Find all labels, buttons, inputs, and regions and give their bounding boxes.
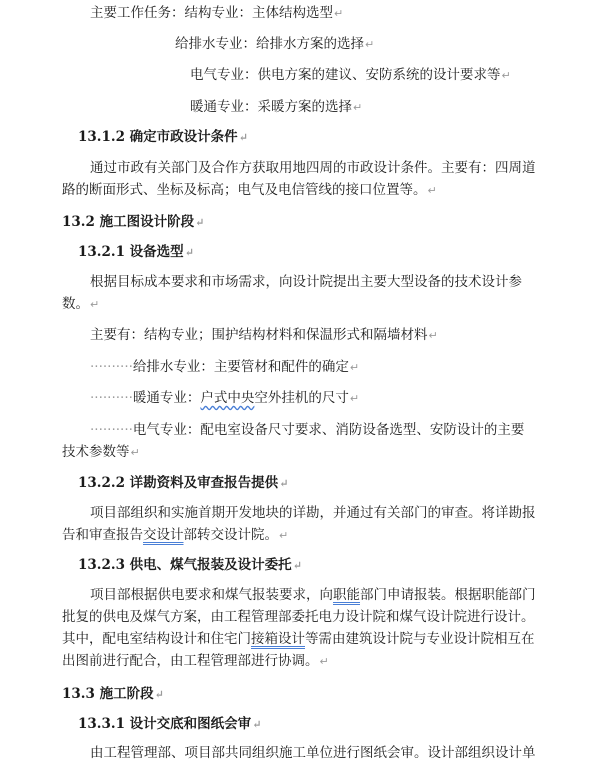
paragraph-mark-icon: ↵: [292, 559, 302, 572]
paragraph-mark-icon: ↵: [279, 477, 289, 490]
paragraph-mark-icon: ↵: [501, 69, 511, 82]
equipment-electrical-line-2: 技术参数等↵: [62, 444, 140, 460]
equipment-plumbing-line: ··········给排水专业：主要管材和配件的确定↵: [90, 359, 360, 375]
paragraph-mark-icon: ↵: [130, 446, 140, 459]
paragraph-mark-icon: ↵: [195, 216, 205, 229]
heading-13-1-2: 13.1.2 确定市政设计条件↵: [78, 129, 248, 145]
paragraph-mark-icon: ↵: [319, 655, 329, 668]
paragraph-mark-icon: ↵: [238, 131, 248, 144]
paragraph-utilities-3: 其中，配电室结构设计和住宅门接箱设计等需由建筑设计院与专业设计院相互在: [62, 631, 535, 647]
equipment-electrical-line-1: ··········电气专业：配电室设备尺寸要求、消防设备选型、安防设计的主要: [90, 422, 525, 438]
grammar-underline: 接箱设计: [251, 631, 305, 647]
paragraph-mark-icon: ↵: [365, 38, 375, 51]
task-line-hvac: 暖通专业：采暖方案的选择↵: [190, 99, 363, 115]
task-line-plumbing: 给排水专业：给排水方案的选择↵: [175, 36, 375, 52]
task-line-electrical: 电气专业：供电方案的建议、安防系统的设计要求等↵: [190, 67, 511, 83]
tab-leader-dots: ··········: [90, 359, 133, 375]
paragraph-mark-icon: ↵: [428, 329, 438, 342]
task-line-structure: 主要工作任务：结构专业：主体结构选型↵: [90, 5, 344, 21]
paragraph-mark-icon: ↵: [154, 688, 164, 701]
heading-13-2-1: 13.2.1 设备选型↵: [78, 244, 194, 260]
paragraph-mark-icon: ↵: [252, 718, 262, 731]
grammar-underline: 职能: [333, 587, 360, 603]
equipment-structure-line: 主要有：结构专业；围护结构材料和保温形式和隔墙材料↵: [90, 327, 438, 343]
heading-13-2-2: 13.2.2 详勘资料及审查报告提供↵: [78, 475, 289, 491]
paragraph-municipal-1: 通过市政有关部门及合作方获取用地四周的市政设计条件。主要有：四周道: [90, 160, 536, 176]
paragraph-utilities-2: 批复的供电及煤气方案，由工程管理部委托电力设计院和煤气设计院进行设计。: [62, 609, 535, 625]
tab-leader-dots: ··········: [90, 422, 133, 438]
paragraph-survey-2: 告和审查报告交设计部转交设计院。↵: [62, 527, 289, 543]
heading-13-3: 13.3 施工阶段↵: [62, 686, 164, 702]
paragraph-municipal-2: 路的断面形式、坐标及标高；电气及电信管线的接口位置等。↵: [62, 182, 437, 198]
paragraph-mark-icon: ↵: [349, 361, 360, 374]
paragraph-utilities-4: 出图前进行配合，由工程管理部进行协调。↵: [62, 653, 329, 669]
paragraph-mark-icon: ↵: [184, 246, 194, 259]
equipment-hvac-line: ··········暖通专业：户式中央空外挂机的尺寸↵: [90, 390, 360, 406]
heading-13-2-3: 13.2.3 供电、煤气报装及设计委托↵: [78, 557, 302, 573]
paragraph-mark-icon: ↵: [334, 7, 344, 20]
paragraph-mark-icon: ↵: [90, 298, 100, 311]
paragraph-utilities-1: 项目部根据供电要求和煤气报装要求，向职能部门申请报装。根据职能部门: [90, 587, 536, 603]
paragraph-equipment-2: 数。↵: [62, 296, 100, 312]
tab-leader-dots: ··········: [90, 390, 133, 406]
heading-13-2: 13.2 施工图设计阶段↵: [62, 214, 205, 230]
paragraph-mark-icon: ↵: [349, 392, 360, 405]
paragraph-mark-icon: ↵: [427, 184, 437, 197]
spellcheck-underline: 户式中央: [200, 390, 255, 406]
paragraph-drawing-review: 由工程管理部、项目部共同组织施工单位进行图纸会审。设计部组织设计单: [90, 745, 536, 761]
paragraph-mark-icon: ↵: [279, 529, 289, 542]
paragraph-mark-icon: ↵: [353, 101, 363, 114]
grammar-underline: 交设计: [143, 527, 184, 543]
paragraph-survey-1: 项目部组织和实施首期开发地块的详勘，并通过有关部门的审查。将详勘报: [90, 505, 536, 521]
heading-13-3-1: 13.3.1 设计交底和图纸会审↵: [78, 716, 262, 732]
paragraph-equipment-1: 根据目标成本要求和市场需求，向设计院提出主要大型设备的技术设计参: [90, 274, 522, 290]
